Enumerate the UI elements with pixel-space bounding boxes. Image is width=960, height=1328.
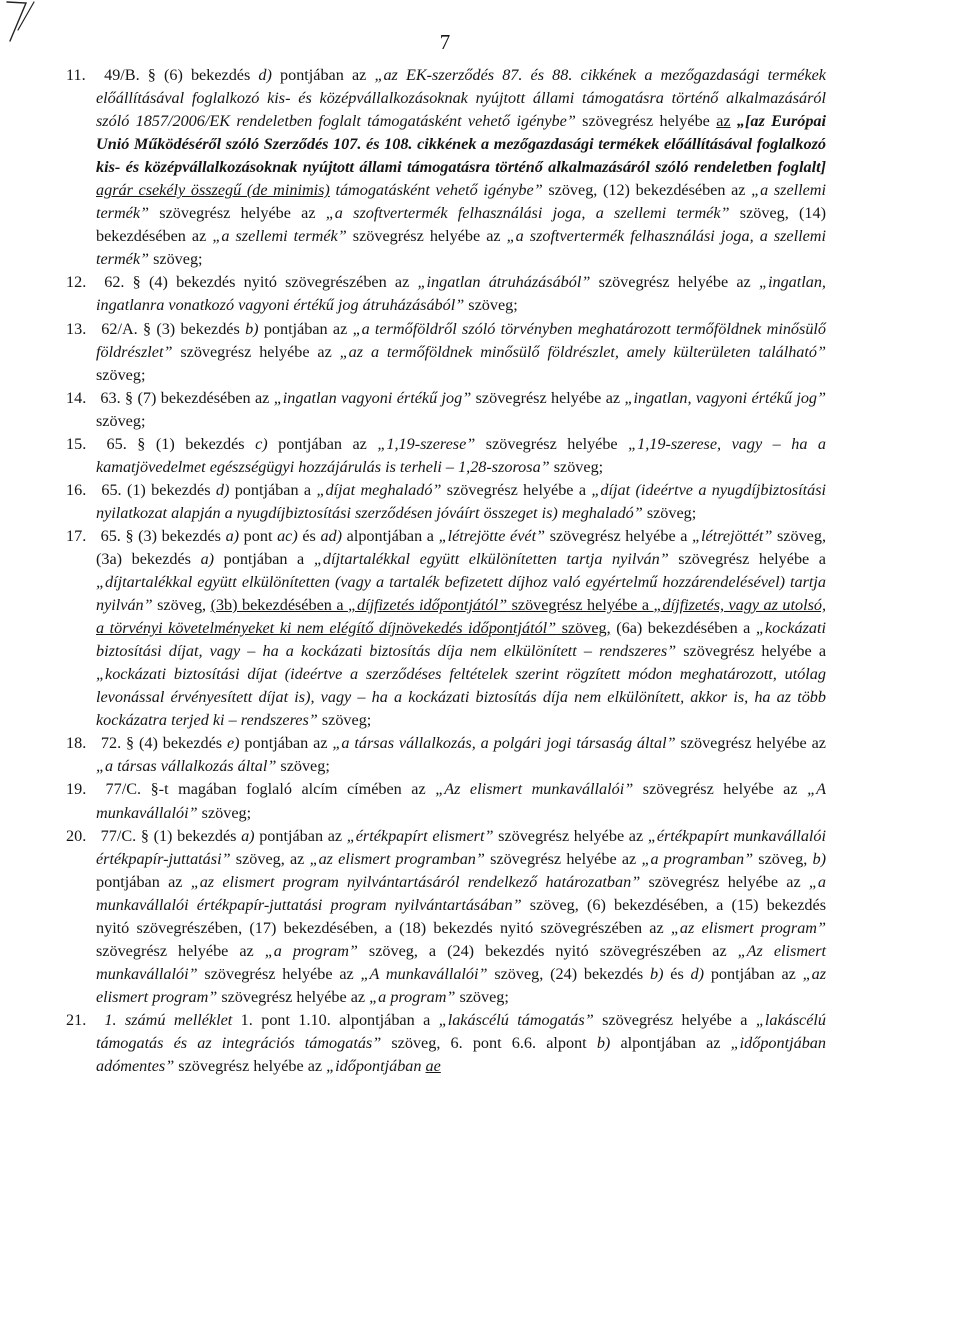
text-run: „időpontjában adómentes” bbox=[96, 1033, 826, 1076]
text-run: szöveg, (6) bekezdésében, a (15) bekezdés nyitó szövegrészében, (17) bekezdésében, a (18) bekezdés nyitó szövegrészében az bbox=[96, 895, 826, 937]
text-run: „Az elismert munkavállalói” bbox=[435, 780, 634, 799]
text-run: 77/C. §-t magában foglaló alcím címében az bbox=[96, 780, 436, 799]
text-run: d) bbox=[215, 480, 230, 499]
amendment-item bbox=[66, 732, 826, 778]
document-body bbox=[66, 64, 826, 1078]
text-run: „díjat (ideértve a nyugdíjbiztosítási nyilatkozat alapján a nyugdíjbiztosítási szerződésen jóváírt összeget is) meghaladó” bbox=[96, 480, 826, 522]
amendment-item bbox=[66, 433, 826, 479]
text-run: szöveg; bbox=[455, 987, 509, 1006]
text-run: „a társas vállalkozás által” bbox=[96, 757, 277, 776]
text-run: ac) bbox=[277, 526, 298, 545]
text-run: pontjában az bbox=[704, 964, 803, 983]
text-run: szövegrész helyébe az bbox=[484, 849, 642, 868]
text-run: „ingatlan, ingatlanra vonatkozó vagyoni értékű jog átruházásából” bbox=[96, 273, 826, 315]
item-number: 17. bbox=[66, 526, 87, 545]
text-run: „létrejöttét” bbox=[692, 526, 773, 545]
text-run: „A munkavállalói” bbox=[360, 964, 488, 983]
amendment-item bbox=[66, 64, 826, 271]
text-run: szövegrész helyébe az bbox=[172, 342, 340, 361]
text-run: [az Európai Unió Működéséről szóló Szerződés 107. és 108. cikkének a mezőgazdasági termékek előállításával foglalkozó kis- és középvállalkozásoknak nyújtott állami támogatásra történő alkalmazásáról szóló rendeletben foglalt] bbox=[96, 112, 827, 177]
text-run: „díjfizetés időpontjától” bbox=[347, 596, 508, 615]
text-run: d) bbox=[258, 66, 272, 84]
text-run: szövegrész helyébe az bbox=[675, 734, 826, 753]
text-run: a) bbox=[200, 549, 215, 568]
amendment-item bbox=[66, 318, 826, 387]
text-run: pontjában az bbox=[96, 872, 191, 891]
text-run: pontjában az bbox=[267, 434, 378, 453]
text-run: „a szoftvertermék felhasználási joga, a szellemi termék” bbox=[325, 204, 730, 223]
text-run: c) bbox=[255, 434, 268, 453]
text-run: „1,19-szerese, vagy – ha a kamatjövedelmet egészségügyi hozzájárulás is terheli – 1,28-szorosa” bbox=[96, 434, 827, 476]
text-run: szöveg; bbox=[96, 411, 146, 430]
text-run: a) bbox=[225, 526, 240, 545]
text-run: szöveg, (24) bekezdés bbox=[487, 964, 650, 983]
text-run: szövegrész helyébe az bbox=[640, 872, 809, 891]
text-run: „a termőföldről szóló törvényben meghatározott termőföldnek minősülő földrészlet” bbox=[96, 319, 826, 361]
amendment-item bbox=[66, 778, 826, 824]
text-run: szöveg, az bbox=[230, 849, 310, 868]
text-run: „a munkavállalói értékpapír-juttatási program nyilvántartásában” bbox=[96, 872, 826, 914]
amendment-item bbox=[66, 271, 826, 317]
text-run: a) bbox=[241, 826, 255, 845]
text-run: szöveg, bbox=[556, 619, 611, 638]
text-run: „az EK-szerződés 87. és 88. cikkének a mezőgazdasági termékek előállításával foglalkozó kis- és középvállalkozásoknak nyújtott állami támogatásra történő alkalmazásáról szóló 1857/2006/EK rendeletben foglalt támogatásként vehető igénybe” bbox=[96, 66, 826, 131]
text-run: „díjtartalékkal együtt elkülönítetten tartja nyilván” bbox=[313, 549, 669, 568]
amendment-item bbox=[66, 1009, 826, 1078]
item-number: 12. bbox=[66, 273, 87, 292]
text-run: ad) bbox=[320, 526, 343, 545]
text-run: szöveg; bbox=[197, 803, 252, 822]
text-run: szövegrész helyébe a bbox=[545, 526, 693, 545]
text-run: szövegrész helyébe az bbox=[217, 987, 370, 1006]
text-run: 65. § (3) bekezdés bbox=[96, 526, 226, 545]
text-run: szövegrész helyébe az bbox=[96, 941, 265, 960]
text-run: „A munkavállalói” bbox=[96, 780, 826, 822]
text-run: szövegrész helyébe az bbox=[633, 780, 808, 799]
text-run: szöveg, (3a) bekezdés bbox=[96, 526, 826, 568]
item-number: 13. bbox=[66, 319, 87, 338]
text-run: „a program” bbox=[264, 941, 358, 960]
text-run: szöveg, a (24) bekezdés nyitó szövegrészében az bbox=[357, 941, 738, 960]
text-run: szöveg; bbox=[464, 296, 518, 315]
text-run: szövegrész helyébe bbox=[575, 112, 717, 131]
text-run: „a szellemi termék” bbox=[212, 227, 347, 246]
text-run: b) bbox=[649, 964, 664, 983]
text-run: 62/A. § (3) bekezdés bbox=[96, 319, 246, 338]
item-number: 18. bbox=[66, 734, 87, 753]
text-run: „az elismert program” bbox=[96, 964, 827, 1006]
text-run: „Az elismert munkavállalói” bbox=[96, 941, 826, 983]
text-run: „ingatlan átruházásából” bbox=[417, 273, 591, 292]
text-run: szöveg, (12) bekezdésében az bbox=[542, 181, 752, 200]
text-run: szövegrész helyébe a bbox=[593, 1010, 756, 1029]
text-run: szövegrész helyébe az bbox=[174, 1057, 327, 1076]
text-run: szöveg; bbox=[96, 365, 146, 384]
text-run: 49/B. § (6) bekezdés bbox=[96, 66, 259, 84]
text-run: szövegrész helyébe a bbox=[676, 642, 826, 661]
text-run: (6a) bekezdésében a bbox=[610, 619, 756, 638]
text-run: „1,19-szerese” bbox=[377, 434, 476, 453]
text-run: agrár csekély összegű (de minimis) bbox=[96, 181, 330, 200]
page-number: 7 bbox=[439, 30, 451, 54]
amendment-item bbox=[66, 479, 826, 525]
text-run: „létrejötte évét” bbox=[438, 526, 546, 545]
text-run: „értékpapírt elismert” bbox=[346, 826, 494, 845]
text-run: b) bbox=[812, 849, 826, 868]
text-run: „díjfizetés, vagy az utolsó, a törvényi követelményeket ki nem elégítő díjnövekedés időpontjától” bbox=[96, 596, 827, 638]
text-run: b) bbox=[245, 319, 259, 338]
item-number: 16. bbox=[66, 480, 87, 499]
text-run: ae bbox=[425, 1057, 441, 1076]
text-run: szöveg; bbox=[149, 250, 203, 269]
text-run: „a program” bbox=[369, 987, 456, 1006]
text-run: e) bbox=[226, 734, 240, 753]
text-run: „az elismert programban” bbox=[309, 849, 485, 868]
text-run: szövegrész helyébe a bbox=[441, 480, 592, 499]
text-run: szöveg, bbox=[753, 849, 813, 868]
item-number: 11. bbox=[66, 66, 86, 84]
amendment-item bbox=[66, 387, 826, 433]
text-run: „lakáscélú támogatás” bbox=[438, 1010, 594, 1029]
text-run: pontjában a bbox=[229, 480, 317, 499]
text-run: szövegrész helyébe bbox=[475, 434, 629, 453]
text-run: 72. § (4) bekezdés bbox=[96, 734, 227, 753]
text-run: „a szellemi termék” bbox=[96, 181, 826, 223]
text-run: szöveg, (14) bekezdésében az bbox=[96, 204, 826, 246]
text-run: d) bbox=[690, 964, 705, 983]
text-run: 77/C. § (1) bekezdés bbox=[96, 826, 242, 845]
text-run: szövegrész helyébe az bbox=[471, 388, 625, 407]
amendment-item bbox=[66, 525, 826, 732]
text-run: pontjában a bbox=[214, 549, 314, 568]
text-run: szöveg; bbox=[642, 503, 697, 522]
text-run: „lakáscélú támogatás és az integrációs támogatás” bbox=[96, 1010, 826, 1052]
text-run: szövegrész helyébe a bbox=[507, 596, 654, 615]
text-run: pontjában az bbox=[239, 734, 333, 753]
text-run: támogatásként vehető igénybe” bbox=[329, 181, 543, 200]
text-run: pontjában az bbox=[254, 826, 347, 845]
text-run: „a szoftvertermék felhasználási joga, a szellemi termék” bbox=[96, 227, 826, 269]
text-run: szöveg; bbox=[549, 457, 604, 476]
text-run: és bbox=[663, 964, 691, 983]
text-run: 1. számú melléklet bbox=[104, 1010, 233, 1029]
text-run: szövegrész helyébe az bbox=[493, 826, 648, 845]
text-run: pont bbox=[239, 526, 278, 545]
text-run: szöveg; bbox=[317, 711, 372, 730]
text-run: „ingatlan vagyoni értékű jog” bbox=[273, 388, 472, 407]
text-run: alpontjában az bbox=[610, 1033, 731, 1052]
text-run: szövegrész helyébe az bbox=[346, 227, 507, 246]
text-run: 65. § (1) bekezdés bbox=[96, 434, 256, 453]
text-run: 63. § (7) bekezdésében az bbox=[96, 388, 274, 407]
text-run: „ingatlan, vagyoni értékű jog” bbox=[624, 388, 827, 407]
text-run: „a programban” bbox=[641, 849, 754, 868]
text-run: „értékpapírt munkavállalói értékpapír-juttatási” bbox=[96, 826, 827, 868]
text-run: „az elismert program nyilvántartásáról rendelkező határozatban” bbox=[190, 872, 641, 891]
item-number: 21. bbox=[66, 1010, 87, 1029]
text-run: „kockázati biztosítási díjat (ideértve a szerződéses feltételek szerint rögzített módon meghatározott, utólag levonással érvényesített díjat is), vagy – ha a kockázati biztosítás díja nem elkülönített, akkor is, ha az több kockázatra terjed ki – rendszeres” bbox=[96, 665, 826, 730]
text-run: szöveg, 6. pont 6.6. alpont bbox=[381, 1033, 597, 1052]
text-run: szövegrész helyébe az bbox=[149, 204, 326, 223]
text-run: „a társas vállalkozás, a polgári jogi társaság által” bbox=[332, 734, 676, 753]
item-number: 14. bbox=[66, 388, 87, 407]
text-run: „kockázati biztosítási díjat, vagy – ha a kockázati biztosítás díja nem elkülönített – rendszeres” bbox=[96, 619, 827, 661]
amendment-item bbox=[66, 825, 826, 1009]
text-run: „díjtartalékkal együtt elkülönítetten (vagy a tartalék befizetett díjhoz való egyértelmű hozzárendelésével) tartja nyilván” bbox=[96, 573, 826, 615]
text-run: szöveg; bbox=[276, 757, 330, 776]
text-run: 62. § (4) bekezdés nyitó szövegrészében az bbox=[96, 273, 418, 292]
item-number: 15. bbox=[66, 434, 87, 453]
text-run: pontjában az bbox=[258, 319, 353, 338]
text-run: „ bbox=[730, 112, 746, 131]
text-run: szöveg, bbox=[152, 596, 211, 615]
text-run: szövegrész helyébe az bbox=[197, 964, 361, 983]
text-run: pontjában az bbox=[271, 66, 375, 84]
text-run: „díjat meghaladó” bbox=[316, 480, 442, 499]
text-run: b) bbox=[596, 1033, 611, 1052]
text-run: szövegrész helyébe az bbox=[590, 273, 759, 292]
text-run: (3b) bekezdésében a bbox=[210, 596, 348, 615]
item-number: 19. bbox=[66, 780, 87, 799]
item-number: 20. bbox=[66, 826, 87, 845]
text-run: „időpontjában bbox=[326, 1057, 426, 1076]
text-run: 65. (1) bekezdés bbox=[96, 480, 216, 499]
text-run: „az elismert program” bbox=[670, 918, 826, 937]
text-run: szövegrész helyébe a bbox=[668, 549, 826, 568]
text-run: és bbox=[297, 526, 321, 545]
text-run: az bbox=[716, 112, 731, 131]
text-run: „az a termőföldnek minősülő földrészlet, amely külterületen található” bbox=[339, 342, 826, 361]
text-run: alpontjában a bbox=[342, 526, 439, 545]
text-run: 1. pont 1.10. alpontjában a bbox=[232, 1010, 439, 1029]
